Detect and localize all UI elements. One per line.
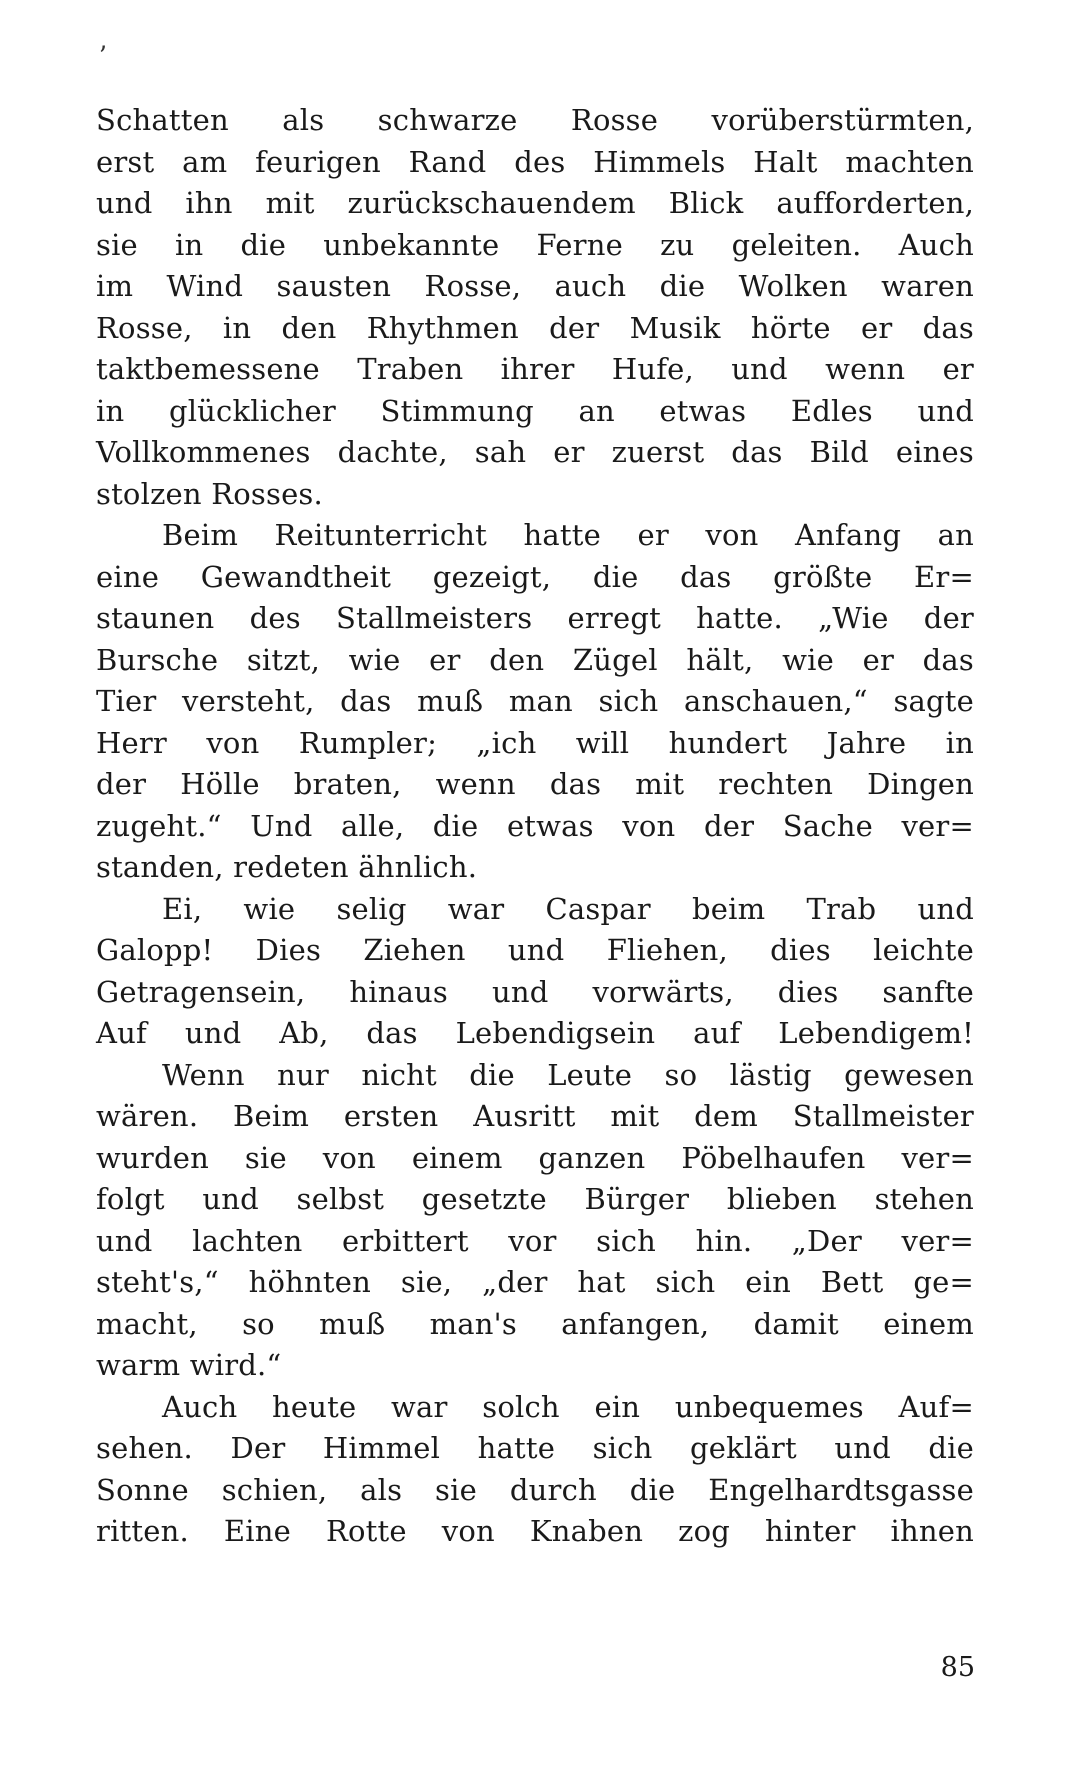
text-line: und lachten erbittert vor sich hin. „Der ver= <box>96 1223 974 1258</box>
text-line: ritten. Eine Rotte von Knaben zog hinter ihnen <box>96 1514 974 1548</box>
text-line: Beim Reitunterricht hatte er von Anfang an <box>162 518 974 552</box>
text-line: sie in die unbekannte Ferne zu geleiten. Auch <box>96 227 974 262</box>
text-line: Rosse, in den Rhythmen der Musik hörte er das <box>96 310 974 345</box>
text-line: wurden sie von einem ganzen Pöbelhaufen ver= <box>96 1140 974 1175</box>
body-text <box>96 100 974 1553</box>
text-line: Wenn nur nicht die Leute so lästig gewesen <box>162 1057 974 1092</box>
text-line: staunen des Stallmeisters erregt hatte. „Wie der <box>96 601 974 635</box>
text-line: eine Gewandtheit gezeigt, die das größte Er= <box>96 559 974 594</box>
text-line: Getragensein, hinaus und vorwärts, dies sanfte <box>96 974 974 1009</box>
text-line: Tier versteht, das muß man sich anschauen,“ sagte <box>96 684 974 718</box>
text-line: Herr von Rumpler; „ich will hundert Jahre in <box>96 725 974 760</box>
text-line: im Wind sausten Rosse, auch die Wolken waren <box>96 269 974 303</box>
text-line: stolzen Rosses. <box>96 476 323 511</box>
text-line: macht, so muß man's anfangen, damit einem <box>96 1306 974 1341</box>
text-line: steht's,“ höhnten sie, „der hat sich ein Bett ge= <box>96 1265 974 1299</box>
text-line: taktbemessene Traben ihrer Hufe, und wenn er <box>96 352 974 386</box>
stray-mark: ʼ <box>98 42 107 72</box>
text-line: Bursche sitzt, wie er den Zügel hält, wie er das <box>96 642 974 677</box>
text-line: Ei, wie selig war Caspar beim Trab und <box>162 891 974 926</box>
text-line: folgt und selbst gesetzte Bürger blieben stehen <box>96 1182 974 1216</box>
text-line: wären. Beim ersten Ausritt mit dem Stallmeister <box>96 1099 974 1133</box>
text-line: der Hölle braten, wenn das mit rechten Dingen <box>96 767 974 801</box>
text-line: standen, redeten ähnlich. <box>96 850 478 884</box>
text-line: sehen. Der Himmel hatte sich geklärt und die <box>96 1431 974 1465</box>
text-line: Galopp! Dies Ziehen und Fliehen, dies leichte <box>96 933 974 967</box>
text-line: Schatten als schwarze Rosse vorüberstürmten, <box>96 103 974 137</box>
text-line: zugeht.“ Und alle, die etwas von der Sache ver= <box>96 808 974 843</box>
text-line: Vollkommenes dachte, sah er zuerst das Bild eines <box>96 435 974 469</box>
text-line: und ihn mit zurückschauendem Blick aufforderten, <box>96 186 974 220</box>
text-line: Sonne schien, als sie durch die Engelhardtsgasse <box>96 1472 974 1507</box>
text-line: Auf und Ab, das Lebendigsein auf Lebendigem! <box>96 1016 974 1050</box>
text-line: in glücklicher Stimmung an etwas Edles und <box>96 393 974 428</box>
page-number: 85 <box>940 1652 975 1683</box>
text-line: warm wird.“ <box>96 1348 282 1382</box>
text-line: erst am feurigen Rand des Himmels Halt machten <box>96 144 974 179</box>
text-line: Auch heute war solch ein unbequemes Auf= <box>162 1389 974 1424</box>
